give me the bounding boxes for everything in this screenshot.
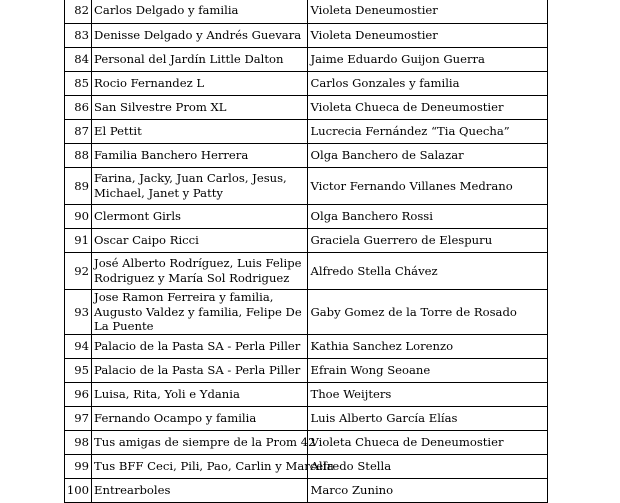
row-number: 99: [65, 454, 92, 478]
recipient-cell: Violeta Chueca de Deneumostier: [308, 96, 548, 120]
table-row: [65, 96, 548, 120]
table-row: [65, 229, 548, 253]
giver-cell: Clermont Girls: [92, 205, 308, 229]
row-number: 95: [65, 358, 92, 382]
table-row: [65, 478, 548, 502]
table-row: [65, 253, 548, 290]
recipient-cell: Alfredo Stella: [308, 454, 548, 478]
giver-cell: Familia Banchero Herrera: [92, 144, 308, 168]
table-row: [65, 430, 548, 454]
row-number: 88: [65, 144, 92, 168]
recipient-cell: Luis Alberto García Elías: [308, 406, 548, 430]
giver-cell: Rocio Fernandez L: [92, 72, 308, 96]
recipient-cell: Violeta Deneumostier: [308, 24, 548, 48]
row-number: 91: [65, 229, 92, 253]
row-number: 96: [65, 382, 92, 406]
table-row: [65, 382, 548, 406]
recipient-cell: Carlos Gonzales y familia: [308, 72, 548, 96]
row-number: 89: [65, 168, 92, 205]
recipient-cell: Alfredo Stella Chávez: [308, 253, 548, 290]
recipient-cell: Violeta Chueca de Deneumostier: [308, 430, 548, 454]
giver-cell: Luisa, Rita, Yoli e Ydania: [92, 382, 308, 406]
giver-cell: José Alberto Rodríguez, Luis Felipe Rodriguez y María Sol Rodriguez: [92, 253, 308, 290]
giver-cell: Oscar Caipo Ricci: [92, 229, 308, 253]
giver-cell: Farina, Jacky, Juan Carlos, Jesus, Michael, Janet y Patty: [92, 168, 308, 205]
table-row: [65, 48, 548, 72]
table-row: [65, 0, 548, 24]
giver-cell: El Pettit: [92, 120, 308, 144]
row-number: 82: [65, 0, 92, 24]
row-number: 86: [65, 96, 92, 120]
row-number: 84: [65, 48, 92, 72]
row-number: 87: [65, 120, 92, 144]
donation-table: [64, 0, 548, 503]
row-number: 83: [65, 24, 92, 48]
recipient-cell: Efrain Wong Seoane: [308, 358, 548, 382]
recipient-cell: Victor Fernando Villanes Medrano: [308, 168, 548, 205]
table-row: [65, 120, 548, 144]
giver-cell: Palacio de la Pasta SA - Perla Piller: [92, 358, 308, 382]
giver-cell: Entrearboles: [92, 478, 308, 502]
row-number: 90: [65, 205, 92, 229]
table-row: [65, 454, 548, 478]
table-row: [65, 72, 548, 96]
table-row: [65, 144, 548, 168]
giver-cell: Tus amigas de siempre de la Prom 42: [92, 430, 308, 454]
table-row: [65, 334, 548, 358]
recipient-cell: Marco Zunino: [308, 478, 548, 502]
recipient-cell: Olga Banchero de Salazar: [308, 144, 548, 168]
giver-cell: Fernando Ocampo y familia: [92, 406, 308, 430]
table-row: [65, 168, 548, 205]
recipient-cell: Gaby Gomez de la Torre de Rosado: [308, 290, 548, 335]
row-number: 85: [65, 72, 92, 96]
giver-cell: Jose Ramon Ferreira y familia, Augusto Valdez y familia, Felipe De La Puente: [92, 290, 308, 335]
giver-cell: Tus BFF Ceci, Pili, Pao, Carlin y Marcela: [92, 454, 308, 478]
row-number: 98: [65, 430, 92, 454]
giver-cell: San Silvestre Prom XL: [92, 96, 308, 120]
recipient-cell: Olga Banchero Rossi: [308, 205, 548, 229]
row-number: 100: [65, 478, 92, 502]
row-number: 94: [65, 334, 92, 358]
recipient-cell: Graciela Guerrero de Elespuru: [308, 229, 548, 253]
row-number: 92: [65, 253, 92, 290]
table-row: [65, 358, 548, 382]
recipient-cell: Violeta Deneumostier: [308, 0, 548, 24]
row-number: 93: [65, 290, 92, 335]
giver-cell: Carlos Delgado y familia: [92, 0, 308, 24]
table-row: [65, 24, 548, 48]
giver-cell: Personal del Jardín Little Dalton: [92, 48, 308, 72]
recipient-cell: Thoe Weijters: [308, 382, 548, 406]
table-row: [65, 290, 548, 335]
row-number: 97: [65, 406, 92, 430]
table-row: [65, 406, 548, 430]
recipient-cell: Kathia Sanchez Lorenzo: [308, 334, 548, 358]
recipient-cell: Lucrecia Fernández “Tia Quecha”: [308, 120, 548, 144]
table-row: [65, 205, 548, 229]
giver-cell: Palacio de la Pasta SA - Perla Piller: [92, 334, 308, 358]
recipient-cell: Jaime Eduardo Guijon Guerra: [308, 48, 548, 72]
giver-cell: Denisse Delgado y Andrés Guevara: [92, 24, 308, 48]
